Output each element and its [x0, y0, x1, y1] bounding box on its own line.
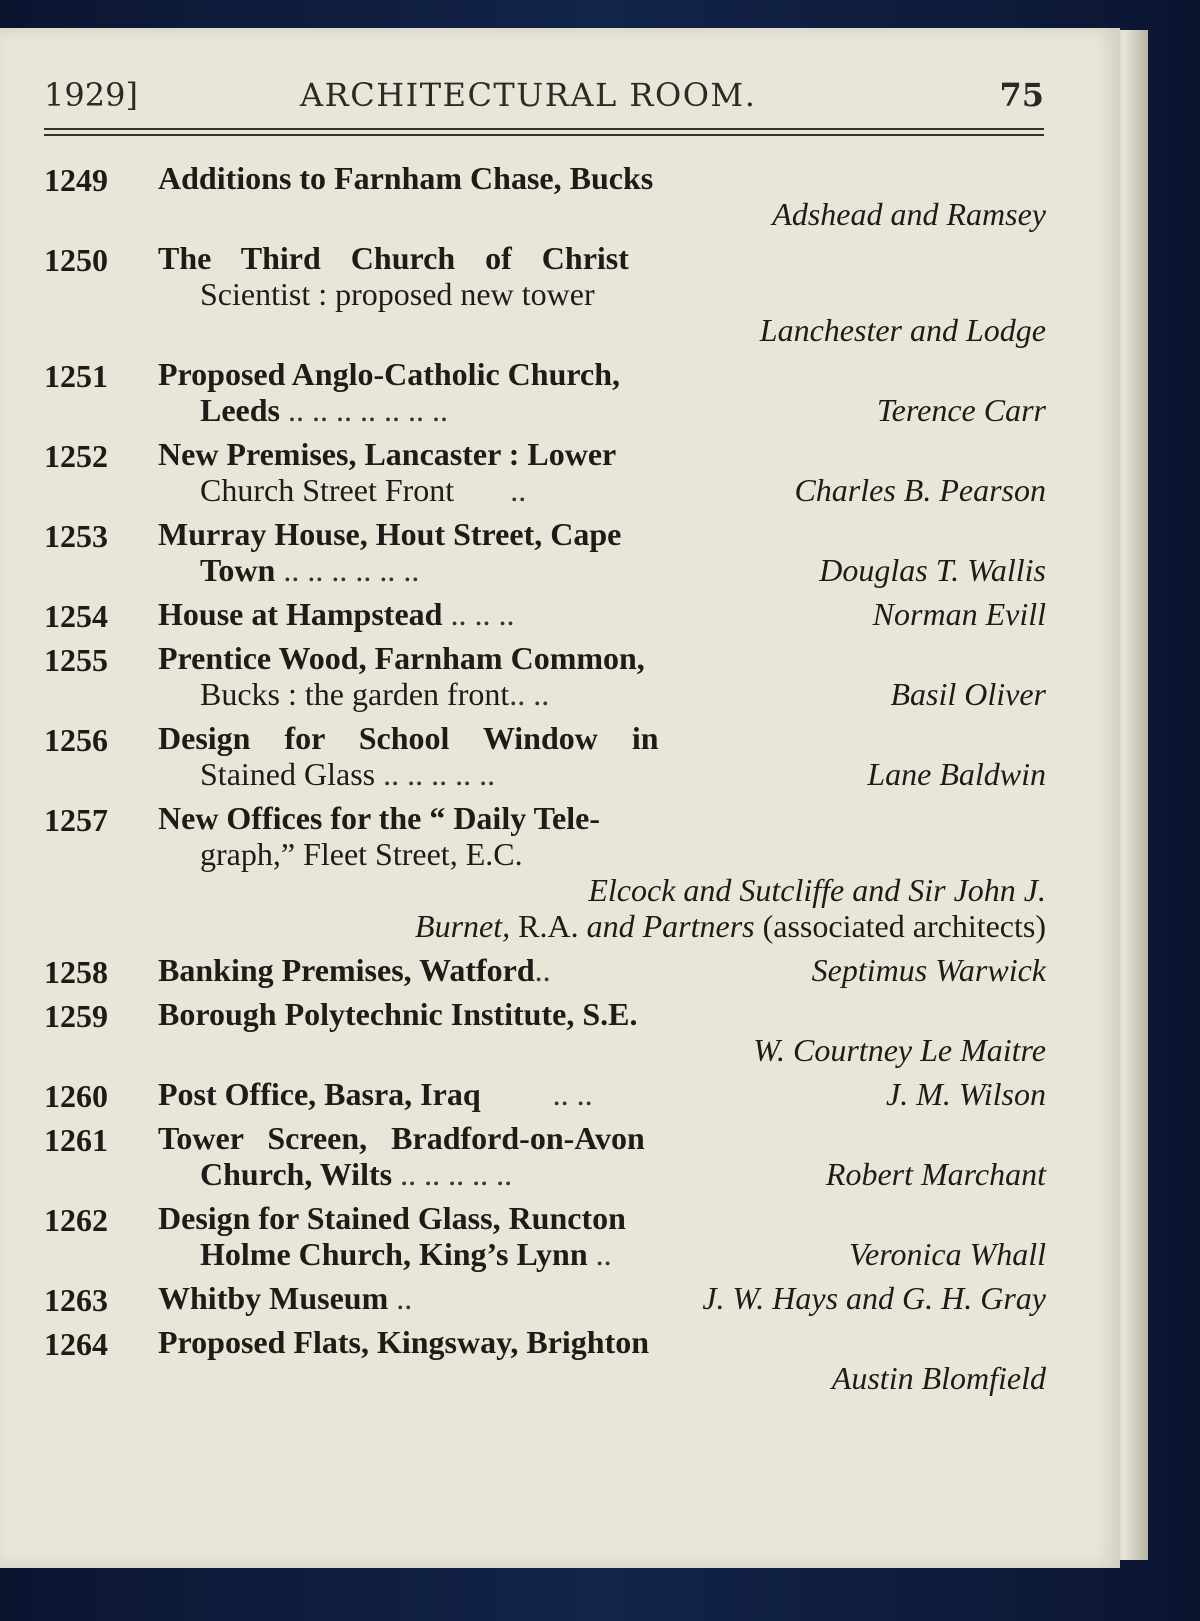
entry-title: Borough Polytechnic Institute, S.E. — [158, 996, 638, 1032]
entry-title: Design for School Window in — [158, 720, 659, 756]
entry-number: 1257 — [44, 802, 108, 838]
header-rule-top — [44, 128, 1044, 130]
entry-title: Murray House, Hout Street, Cape — [158, 516, 622, 552]
catalogue-entry — [44, 996, 1046, 1068]
catalogue-entry — [44, 1120, 1046, 1192]
page-number: 75 — [999, 76, 1044, 114]
catalogue-entry — [44, 640, 1046, 712]
entry-title-continued: Scientist : proposed new tower — [200, 276, 595, 312]
entry-architect: J. M. Wilson — [886, 1076, 1046, 1112]
entry-title-continued: Holme Church, King’s Lynn — [200, 1236, 588, 1272]
entry-title: Additions to Farnham Chase, Bucks — [158, 160, 654, 196]
catalogue-entry — [44, 436, 1046, 508]
entry-title-continued: Church Street Front — [200, 472, 455, 508]
entry-title: Banking Premises, Watford — [158, 952, 535, 988]
entry-title-continued: graph,” Fleet Street, E.C. — [200, 836, 523, 872]
entry-architect: Douglas T. Wallis — [819, 552, 1046, 588]
entry-number: 1264 — [44, 1326, 108, 1362]
leader-dots: .. .. .. .. .. — [383, 756, 496, 792]
catalogue-entry — [44, 596, 1046, 632]
catalogue-entry — [44, 1324, 1046, 1396]
leader-dots: .. — [534, 952, 551, 988]
entry-architect: Austin Blomfield — [831, 1360, 1046, 1396]
catalogue-entry — [44, 516, 1046, 588]
entry-number: 1262 — [44, 1202, 108, 1238]
entry-architect: Robert Marchant — [825, 1156, 1046, 1192]
entry-number: 1252 — [44, 438, 108, 474]
entry-title: Whitby Museum — [158, 1280, 389, 1316]
catalogue-entry — [44, 356, 1046, 428]
catalogue-entry — [44, 1076, 1046, 1112]
entry-architect: Lanchester and Lodge — [759, 312, 1046, 348]
entry-number: 1253 — [44, 518, 108, 554]
entry-architect: Septimus Warwick — [811, 952, 1046, 988]
entry-title-continued: Stained Glass — [200, 756, 376, 792]
catalogue-entry — [44, 160, 1046, 232]
entry-architect: Lane Baldwin — [867, 756, 1046, 792]
header-rule-bottom — [44, 134, 1044, 136]
entry-architect: W. Courtney Le Maitre — [753, 1032, 1046, 1068]
entry-title-continued: Town — [200, 552, 276, 588]
entry-title: House at Hampstead — [158, 596, 443, 632]
header-year: 1929] — [44, 76, 138, 114]
entry-title: Prentice Wood, Farnham Common, — [158, 640, 645, 676]
entry-number: 1261 — [44, 1122, 108, 1158]
catalogue-entry — [44, 800, 1046, 944]
catalogue-entry — [44, 1280, 1046, 1316]
leader-dots: .. — [396, 1280, 413, 1316]
leader-dots: .. .. .. .. .. .. — [283, 552, 420, 588]
leader-dots: .. .. .. .. .. .. .. — [288, 392, 448, 428]
entry-title-continued: Bucks : the garden front — [200, 676, 510, 712]
entry-number: 1249 — [44, 162, 108, 198]
leader-dots: .. — [510, 472, 527, 508]
entry-architect: Veronica Whall — [849, 1236, 1046, 1272]
entry-title: Post Office, Basra, Iraq — [158, 1076, 481, 1112]
entry-number: 1251 — [44, 358, 108, 394]
entry-title: New Premises, Lancaster : Lower — [158, 436, 617, 472]
entry-title: Proposed Flats, Kingsway, Brighton — [158, 1324, 650, 1360]
catalogue-entries — [44, 160, 1046, 1404]
entry-title: Tower Screen, Bradford-on-Avon — [158, 1120, 645, 1156]
entry-title: The Third Church of Christ — [158, 240, 629, 276]
entry-title-continued: Church, Wilts — [200, 1156, 393, 1192]
entry-architect: Basil Oliver — [890, 676, 1046, 712]
entry-number: 1259 — [44, 998, 108, 1034]
leader-dots: .. — [595, 1236, 612, 1272]
catalogue-entry — [44, 1200, 1046, 1272]
entry-title: Proposed Anglo-Catholic Church, — [158, 356, 620, 392]
entry-architect: Adshead and Ramsey — [772, 196, 1046, 232]
entry-number: 1263 — [44, 1282, 108, 1318]
running-header — [44, 76, 1044, 120]
entry-title: Design for Stained Glass, Runcton — [158, 1200, 626, 1236]
leader-dots: .. .. — [509, 676, 550, 712]
header-title: ARCHITECTURAL ROOM. — [300, 76, 757, 114]
leader-dots: .. .. .. — [450, 596, 515, 632]
entry-architect: Charles B. Pearson — [794, 472, 1046, 508]
leader-dots: .. .. .. .. .. — [400, 1156, 513, 1192]
catalogue-entry — [44, 952, 1046, 988]
entry-number: 1258 — [44, 954, 108, 990]
entry-architect: J. W. Hays and G. H. Gray — [702, 1280, 1046, 1316]
entry-architect: Elcock and Sutcliffe and Sir John J. — [588, 872, 1046, 908]
entry-number: 1260 — [44, 1078, 108, 1114]
catalogue-entry — [44, 720, 1046, 792]
entry-number: 1250 — [44, 242, 108, 278]
entry-title-continued: Leeds — [200, 392, 280, 428]
entry-number: 1254 — [44, 598, 108, 634]
entry-title: New Offices for the “ Daily Tele- — [158, 800, 600, 836]
entry-number: 1256 — [44, 722, 108, 758]
catalogue-entry — [44, 240, 1046, 348]
entry-architect-continued: Burnet, R.A. and Partners (associated architects) — [415, 908, 1046, 944]
entry-architect: Norman Evill — [872, 596, 1046, 632]
leader-dots: .. .. — [552, 1076, 593, 1112]
entry-architect: Terence Carr — [876, 392, 1046, 428]
entry-number: 1255 — [44, 642, 108, 678]
